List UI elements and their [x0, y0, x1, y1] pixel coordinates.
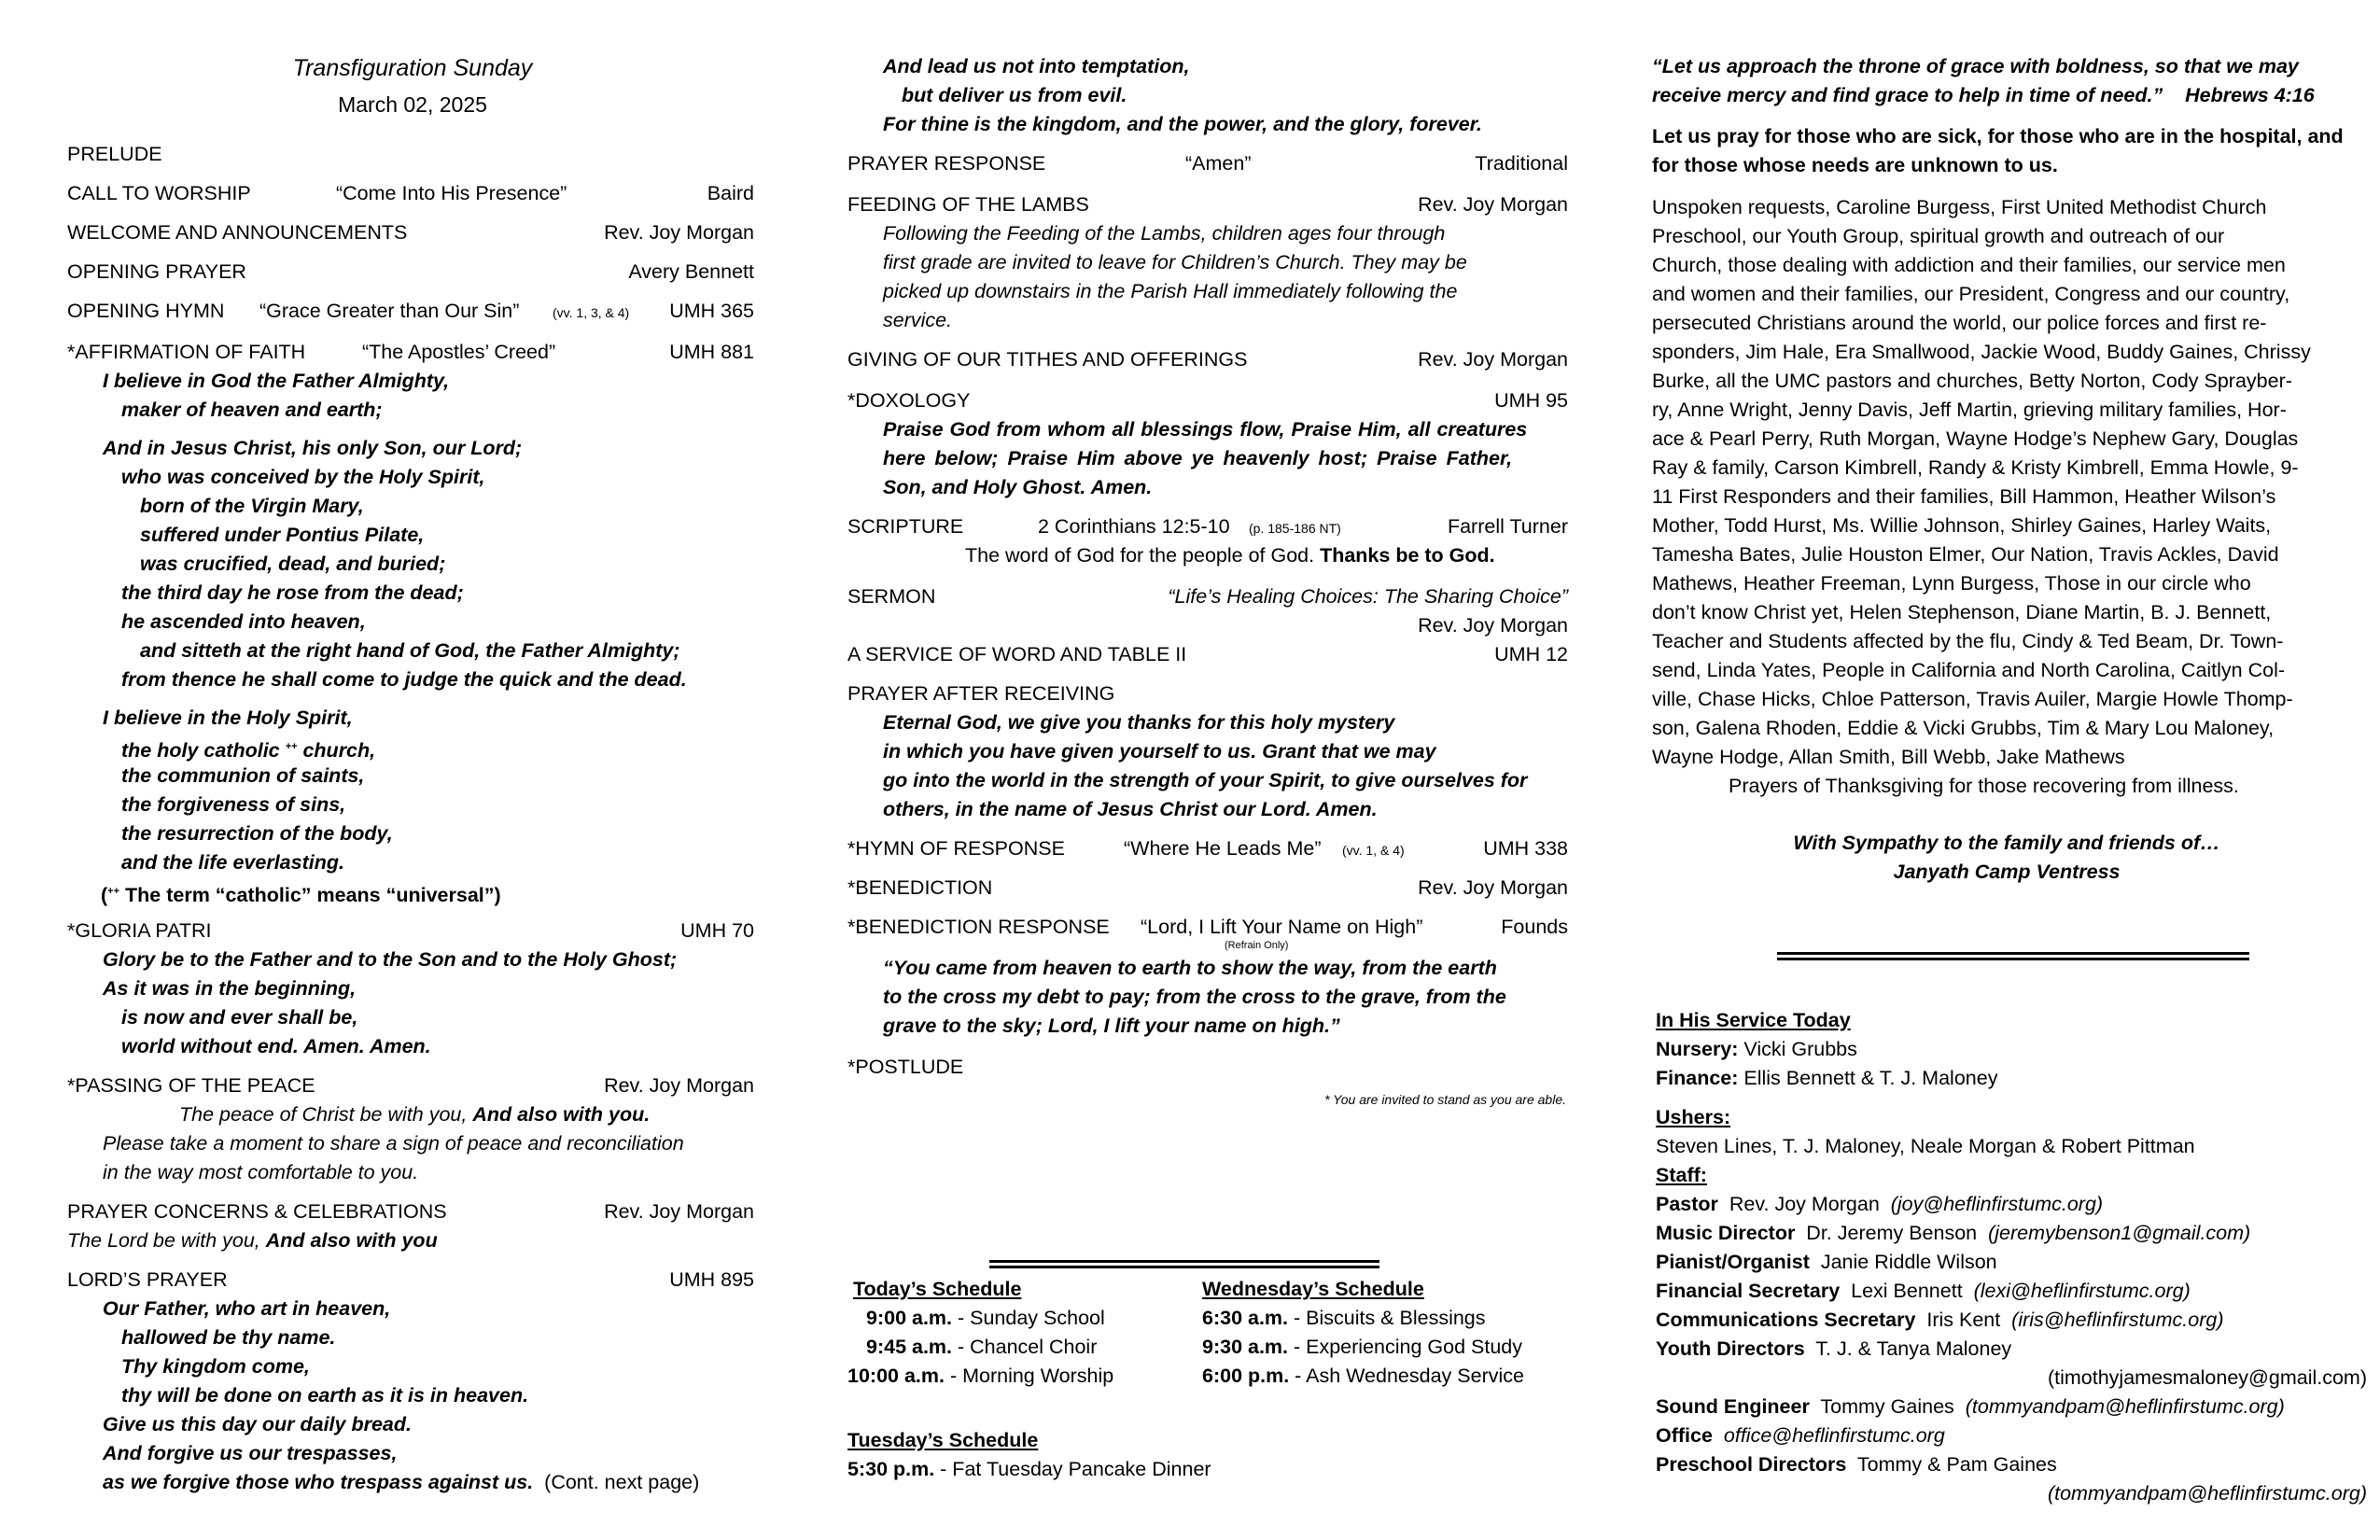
- item-leader: Rev. Joy Morgan: [1418, 348, 1568, 371]
- schedule-desc: - Ash Wednesday Service: [1289, 1365, 1524, 1387]
- staff-email: office@heflinfirstumc.org: [1723, 1424, 1945, 1447]
- continued-note: (Cont. next page): [544, 1471, 700, 1493]
- item-hymn-response: [847, 834, 1572, 863]
- prayer-request-line: and women and their families, our President, Congress and our country,: [1652, 283, 2290, 305]
- item-label: PRAYER CONCERNS & CELEBRATIONS: [67, 1200, 447, 1223]
- schedule-divider: [989, 1260, 1379, 1268]
- item-label: SERMON: [847, 585, 936, 608]
- gloria-line: is now and ever shall be,: [121, 1006, 358, 1029]
- feeding-line: Following the Feeding of the Lambs, children ages four through: [883, 222, 1446, 245]
- ushers-heading: Ushers:: [1656, 1106, 1731, 1128]
- item-affirmation: [67, 338, 758, 367]
- item-label: *GLORIA PATRI: [67, 919, 212, 942]
- item-call-to-worship: [67, 179, 758, 208]
- after-line: Eternal God, we give you thanks for this holy mystery: [883, 711, 1395, 734]
- item-leader: Rev. Joy Morgan: [1418, 614, 1568, 637]
- sermon-title: “Life’s Healing Choices: The Sharing Choice”: [1168, 585, 1568, 608]
- feeding-line: service.: [883, 309, 953, 331]
- column-prayers-and-staff: [1652, 0, 2371, 1540]
- staff-role: Financial Secretary: [1656, 1280, 1841, 1302]
- lords-line: thy will be done on earth as it is in heaven.: [121, 1384, 529, 1407]
- staff-row: [1656, 1248, 1997, 1277]
- doxology-line: here below; Praise Him above ye heavenly host; Praise Father,: [883, 447, 1513, 469]
- ushers-names: Steven Lines, T. J. Maloney, Neale Morgan & Robert Pittman: [1656, 1135, 2195, 1157]
- item-title: “The Apostles’ Creed”: [362, 341, 556, 363]
- creed-line: he ascended into heaven,: [121, 610, 366, 633]
- concerns-response: [67, 1226, 438, 1255]
- lords-line: Give us this day our daily bread.: [103, 1413, 412, 1435]
- item-welcome: [67, 218, 758, 247]
- creed-line: suffered under Pontius Pilate,: [140, 524, 425, 546]
- feeding-line: first grade are invited to leave for Children’s Church. They may be: [883, 251, 1467, 273]
- lords-line: but deliver us from evil.: [902, 84, 1127, 106]
- item-label: WELCOME AND ANNOUNCEMENTS: [67, 221, 408, 244]
- item-verses: (vv. 1, 3, & 4): [553, 305, 630, 320]
- item-hymn-number: UMH 12: [1494, 643, 1568, 665]
- sympathy-line: Janyath Camp Ventress: [1893, 861, 2121, 883]
- prayer-request-line: Burke, all the UMC pastors and churches, Betty Norton, Cody Sprayber-: [1652, 370, 2292, 392]
- item-label: GIVING OF OUR TITHES AND OFFERINGS: [847, 348, 1248, 371]
- refrain-note: (Refrain Only): [1225, 940, 1289, 951]
- wednesday-item: [1202, 1362, 1524, 1391]
- lords-line: And forgive us our trespasses,: [103, 1442, 398, 1464]
- prayer-request-line: don’t know Christ yet, Helen Stephenson, Diane Martin, B. J. Bennett,: [1652, 601, 2272, 623]
- staff-role: Sound Engineer: [1656, 1395, 1810, 1418]
- item-title: 2 Corinthians 12:5-10: [1038, 515, 1230, 538]
- after-line: others, in the name of Jesus Christ our Lord. Amen.: [883, 798, 1378, 820]
- item-prayer-response: [847, 149, 1572, 178]
- item-passing-peace: [67, 1071, 758, 1100]
- service-title: Transfiguration Sunday: [292, 55, 533, 81]
- scripture-answer: Thanks be to God.: [1320, 544, 1495, 567]
- lords-text: as we forgive those who trespass against us.: [103, 1471, 534, 1493]
- staff-name: Iris Kent: [1915, 1309, 2012, 1331]
- schedule-time: 5:30 p.m.: [847, 1458, 935, 1480]
- creed-line: maker of heaven and earth;: [121, 399, 383, 421]
- item-opening-prayer: [67, 258, 758, 287]
- creed-footnote: [101, 877, 501, 910]
- schedule-time: 10:00 a.m.: [847, 1365, 945, 1387]
- staff-name: Rev. Joy Morgan: [1717, 1193, 1891, 1215]
- wednesday-schedule-heading: Wednesday’s Schedule: [1202, 1278, 1424, 1300]
- prayer-request-line: Mathews, Heather Freeman, Lynn Burgess, Those in our circle who: [1652, 572, 2251, 595]
- prayer-request-line: Wayne Hodge, Allan Smith, Bill Webb, Jake Mathews: [1652, 746, 2125, 768]
- preschool-email: (tommyandpam@heflinfirstumc.org): [2047, 1482, 2367, 1505]
- creed-line: born of the Virgin Mary,: [140, 495, 364, 517]
- staff-row: [1656, 1450, 2057, 1479]
- today-item: [847, 1362, 1113, 1391]
- prayer-request-line: sponders, Jim Hale, Era Smallwood, Jackie Wood, Buddy Gaines, Chrissy: [1652, 341, 2311, 363]
- prayer-request-line: ace & Pearl Perry, Ruth Morgan, Wayne Hodge’s Nephew Gary, Douglas: [1652, 427, 2299, 450]
- prayer-request-line: Tamesha Bates, Julie Houston Elmer, Our Nation, Travis Ackles, David: [1652, 543, 2279, 566]
- item-word-and-table: [847, 640, 1572, 669]
- prayer-request-line: persecuted Christians around the world, our police forces and first re-: [1652, 312, 2267, 334]
- item-leader: Founds: [1501, 916, 1568, 938]
- item-benediction: [847, 874, 1572, 903]
- schedule-desc: - Sunday School: [952, 1307, 1105, 1329]
- lords-line-last: [103, 1468, 699, 1497]
- creed-text: church,: [302, 739, 376, 763]
- wednesday-item: [1202, 1333, 1522, 1362]
- youth-email: (timothyjamesmaloney@gmail.com): [2047, 1366, 2367, 1389]
- nursery-line: [1656, 1035, 1857, 1064]
- item-leader: Rev. Joy Morgan: [604, 1200, 754, 1223]
- item-reader: Farrell Turner: [1447, 515, 1568, 538]
- creed-line: I believe in the Holy Spirit,: [103, 707, 353, 729]
- item-prelude: [67, 140, 758, 169]
- staff-role: Office: [1656, 1424, 1713, 1447]
- staff-email: (jeremybenson1@gmail.com): [1988, 1222, 2251, 1244]
- staff-email: (iris@heflinfirstumc.org): [2011, 1309, 2224, 1331]
- prayer-request-line: Teacher and Students affected by the flu, Cindy & Ted Beam, Dr. Town-: [1652, 630, 2284, 652]
- lords-line: Our Father, who art in heaven,: [103, 1297, 391, 1320]
- concerns-answer: And also with you: [265, 1229, 438, 1252]
- item-postlude: [847, 1053, 1572, 1082]
- item-leader: Rev. Joy Morgan: [1418, 193, 1568, 216]
- item-title: “Grace Greater than Our Sin”: [259, 300, 520, 322]
- schedule-time: 9:00 a.m.: [866, 1307, 953, 1329]
- finance-line: [1656, 1064, 1997, 1093]
- creed-line: and the life everlasting.: [121, 851, 344, 874]
- item-hymn-number: UMH 70: [680, 919, 754, 942]
- service-today-heading: In His Service Today: [1656, 1009, 1851, 1031]
- lords-line: For thine is the kingdom, and the power, and the glory, forever.: [883, 113, 1482, 135]
- prayer-intro-line: for those whose needs are unknown to us.: [1652, 154, 2058, 176]
- creed-line: I believe in God the Father Almighty,: [103, 370, 450, 392]
- peace-line: Please take a moment to share a sign of peace and reconciliation: [103, 1132, 684, 1155]
- staff-role: Music Director: [1656, 1222, 1796, 1244]
- schedule-time: 6:00 p.m.: [1202, 1365, 1290, 1387]
- item-leader: Avery Bennett: [628, 260, 754, 283]
- finance-names: Ellis Bennett & T. J. Maloney: [1738, 1067, 1998, 1089]
- column-order-of-worship-2: [847, 0, 1572, 1540]
- item-label: *AFFIRMATION OF FAITH: [67, 341, 306, 363]
- staff-row: [1656, 1219, 2250, 1248]
- staff-email: (tommyandpam@heflinfirstumc.org): [1965, 1395, 2285, 1418]
- lords-line: hallowed be thy name.: [121, 1326, 336, 1349]
- creed-line: who was conceived by the Holy Spirit,: [121, 466, 485, 488]
- thanksgiving-note: Prayers of Thanksgiving for those recovering from illness.: [1729, 775, 2239, 797]
- prayer-intro-line: Let us pray for those who are sick, for those who are in the hospital, and: [1652, 125, 2344, 147]
- prayer-request-line: son, Galena Rhoden, Eddie & Vicki Grubbs, Tim & Mary Lou Maloney,: [1652, 717, 2275, 739]
- schedule-desc: - Fat Tuesday Pancake Dinner: [934, 1458, 1211, 1480]
- item-leader: Baird: [707, 182, 754, 204]
- peace-line: in the way most comfortable to you.: [103, 1161, 419, 1183]
- staff-name: [1713, 1424, 1724, 1447]
- creed-line: the communion of saints,: [121, 764, 365, 787]
- staff-name: Tommy & Pam Gaines: [1846, 1453, 2057, 1476]
- prayer-request-line: Mother, Todd Hurst, Ms. Willie Johnson, Shirley Gaines, Harley Waits,: [1652, 514, 2272, 537]
- after-line: go into the world in the strength of your Spirit, to give ourselves for: [883, 769, 1528, 791]
- footnote-paren: (: [101, 884, 108, 907]
- item-hymn-number: UMH 895: [669, 1268, 754, 1291]
- staff-heading: Staff:: [1656, 1164, 1707, 1186]
- item-label: *BENEDICTION RESPONSE: [847, 916, 1110, 938]
- item-sermon-preacher: [847, 611, 1572, 640]
- item-opening-hymn: [67, 297, 758, 326]
- prayer-request-line: Ray & family, Carson Kimbrell, Randy & Kristy Kimbrell, Emma Howle, 9-: [1652, 456, 2299, 479]
- footnote-text: The term “catholic” means “universal”): [125, 884, 501, 907]
- staff-row: [1656, 1277, 2191, 1306]
- staff-role: Communications Secretary: [1656, 1309, 1916, 1331]
- scripture-quote-line: [1652, 81, 2315, 110]
- staff-row: [1656, 1335, 2011, 1364]
- benediction-line: “You came from heaven to earth to show the way, from the earth: [883, 957, 1497, 979]
- item-leader: Rev. Joy Morgan: [1418, 876, 1568, 899]
- item-feeding-lambs: [847, 190, 1572, 219]
- schedule-time: 6:30 a.m.: [1202, 1307, 1289, 1329]
- service-date: March 02, 2025: [338, 92, 487, 117]
- item-leader: Rev. Joy Morgan: [604, 1074, 754, 1097]
- scripture-response: [965, 541, 1495, 570]
- item-verses: (vv. 1, & 4): [1342, 843, 1405, 858]
- item-tithes: [847, 345, 1572, 374]
- schedule-time: 9:45 a.m.: [866, 1336, 953, 1358]
- scripture-quote-line: “Let us approach the throne of grace with boldness, so that we may: [1652, 55, 2299, 77]
- gloria-line: Glory be to the Father and to the Son and to the Holy Ghost;: [103, 948, 678, 971]
- tuesday-item: [847, 1455, 1211, 1484]
- prayer-request-line: Preschool, our Youth Group, spiritual growth and outreach of our: [1652, 225, 2225, 247]
- staff-row: [1656, 1190, 2103, 1219]
- lords-line: Thy kingdom come,: [121, 1355, 310, 1378]
- prayer-request-line: Church, those dealing with addiction and their families, our service men: [1652, 254, 2286, 276]
- creed-line: [121, 733, 375, 765]
- item-hymn-number: UMH 881: [669, 341, 754, 363]
- item-label: PRELUDE: [67, 143, 162, 165]
- after-line: in which you have given yourself to us. Grant that we may: [883, 740, 1436, 763]
- item-title: “Come Into His Presence”: [336, 182, 567, 204]
- staff-email: (lexi@heflinfirstumc.org): [1973, 1280, 2191, 1302]
- item-scripture: [847, 512, 1572, 541]
- item-label: *POSTLUDE: [847, 1056, 964, 1078]
- quote-text: receive mercy and find grace to help in time of need.”: [1652, 84, 2163, 106]
- item-label: *HYMN OF RESPONSE: [847, 837, 1065, 860]
- staff-row: [1656, 1393, 2285, 1421]
- staff-name: Lexi Bennett: [1840, 1280, 1974, 1302]
- staff-role: Youth Directors: [1656, 1337, 1805, 1360]
- item-sermon: [847, 582, 1572, 611]
- wednesday-item: [1202, 1304, 1486, 1333]
- staff-name: Dr. Jeremy Benson: [1795, 1222, 1989, 1244]
- item-benediction-response: [847, 913, 1572, 942]
- item-label: A SERVICE OF WORD AND TABLE II: [847, 643, 1187, 665]
- nursery-names: Vicki Grubbs: [1738, 1038, 1857, 1060]
- today-item: [866, 1333, 1097, 1362]
- staff-name: T. J. & Tanya Maloney: [1804, 1337, 2012, 1360]
- staff-role: Pastor: [1656, 1193, 1718, 1215]
- staff-row: [1656, 1306, 2223, 1335]
- quote-reference: Hebrews 4:16: [2185, 84, 2315, 106]
- staff-role: Pianist/Organist: [1656, 1251, 1810, 1273]
- item-label: *DOXOLOGY: [847, 389, 971, 412]
- gloria-line: As it was in the beginning,: [103, 977, 357, 1000]
- item-lords-prayer: [67, 1266, 758, 1295]
- benediction-line: grave to the sky; Lord, I lift your name on high.”: [883, 1015, 1340, 1037]
- schedule-desc: - Experiencing God Study: [1288, 1336, 1522, 1358]
- item-label: *BENEDICTION: [847, 876, 993, 899]
- tuesday-schedule-heading: Tuesday’s Schedule: [847, 1429, 1039, 1451]
- creed-line: the resurrection of the body,: [121, 822, 393, 845]
- item-label: CALL TO WORSHIP: [67, 182, 251, 204]
- prayer-request-line: Unspoken requests, Caroline Burgess, First United Methodist Church: [1652, 196, 2267, 218]
- item-label: PRAYER RESPONSE: [847, 152, 1046, 175]
- item-label: OPENING HYMN: [67, 300, 225, 322]
- item-title: “Where He Leads Me”: [1124, 837, 1322, 860]
- staff-role: Preschool Directors: [1656, 1453, 1847, 1476]
- staff-email: (joy@heflinfirstumc.org): [1890, 1193, 2104, 1215]
- prayer-request-line: 11 First Responders and their families, Bill Hammon, Heather Wilson’s: [1652, 485, 2276, 508]
- item-label: *PASSING OF THE PEACE: [67, 1074, 315, 1097]
- concerns-call: The Lord be with you,: [67, 1229, 260, 1252]
- creed-line: from thence he shall come to judge the quick and the dead.: [121, 668, 687, 691]
- prayer-request-line: ry, Anne Wright, Jenny Davis, Jeff Martin, grieving military families, Hor-: [1652, 399, 2287, 421]
- item-prayer-after: [847, 679, 1572, 708]
- item-hymn-number: UMH 95: [1494, 389, 1568, 412]
- item-hymn-number: UMH 338: [1483, 837, 1568, 860]
- peace-response: [179, 1100, 650, 1129]
- item-pages: (p. 185-186 NT): [1249, 521, 1341, 536]
- item-leader: Traditional: [1475, 152, 1568, 175]
- item-label: SCRIPTURE: [847, 515, 964, 538]
- lords-line: And lead us not into temptation,: [883, 55, 1190, 77]
- benediction-line: to the cross my debt to pay; from the cross to the grave, from the: [883, 986, 1506, 1008]
- prayer-request-line: send, Linda Yates, People in California and North Carolina, Caitlyn Col-: [1652, 659, 2286, 681]
- item-title: “Amen”: [1185, 152, 1252, 175]
- item-label: FEEDING OF THE LAMBS: [847, 193, 1089, 216]
- finance-label: Finance:: [1656, 1067, 1739, 1089]
- doxology-line: Son, and Holy Ghost. Amen.: [883, 476, 1153, 498]
- item-label: PRAYER AFTER RECEIVING: [847, 682, 1115, 705]
- stand-note: * You are invited to stand as you are able.: [1324, 1092, 1566, 1107]
- item-label: LORD’S PRAYER: [67, 1268, 228, 1291]
- column-order-of-worship-1: [67, 0, 758, 1540]
- creed-text: the holy catholic: [121, 739, 280, 763]
- creed-line: was crucified, dead, and buried;: [140, 553, 446, 575]
- creed-line: the forgiveness of sins,: [121, 793, 346, 816]
- item-doxology: [847, 386, 1572, 415]
- staff-divider: [1777, 952, 2249, 960]
- sympathy-line: With Sympathy to the family and friends of…: [1793, 832, 2220, 854]
- scripture-call: The word of God for the people of God.: [965, 544, 1315, 567]
- feeding-line: picked up downstairs in the Parish Hall immediately following the: [883, 280, 1458, 302]
- item-label: OPENING PRAYER: [67, 260, 246, 283]
- prayer-request-line: ville, Chase Hicks, Chloe Patterson, Travis Auiler, Margie Howle Thomp-: [1652, 688, 2293, 710]
- staff-name: Tommy Gaines: [1809, 1395, 1966, 1418]
- creed-line: the third day he rose from the dead;: [121, 581, 464, 604]
- creed-line: And in Jesus Christ, his only Son, our Lord;: [103, 437, 523, 459]
- schedule-desc: - Chancel Choir: [952, 1336, 1098, 1358]
- item-leader: Rev. Joy Morgan: [604, 221, 754, 244]
- schedule-desc: - Morning Worship: [944, 1365, 1114, 1387]
- staff-name: Janie Riddle Wilson: [1809, 1251, 1997, 1273]
- doxology-line: Praise God from whom all blessings flow, Praise Him, all creatures: [883, 418, 1528, 441]
- item-title: “Lord, I Lift Your Name on High”: [1141, 916, 1423, 938]
- peace-call: The peace of Christ be with you,: [179, 1103, 468, 1126]
- peace-answer: And also with you.: [472, 1103, 651, 1126]
- schedule-time: 9:30 a.m.: [1202, 1336, 1289, 1358]
- nursery-label: Nursery:: [1656, 1038, 1739, 1060]
- item-hymn-number: UMH 365: [669, 300, 754, 322]
- staff-row: [1656, 1421, 1945, 1450]
- item-gloria-patri: [67, 917, 758, 945]
- today-item: [866, 1304, 1105, 1333]
- creed-line: and sitteth at the right hand of God, the Father Almighty;: [140, 639, 680, 662]
- gloria-line: world without end. Amen. Amen.: [121, 1035, 431, 1057]
- footnote-mark: ++: [285, 741, 298, 752]
- schedule-desc: - Biscuits & Blessings: [1288, 1307, 1486, 1329]
- item-prayer-concerns: [67, 1197, 758, 1226]
- footnote-mark: ++: [107, 886, 120, 897]
- today-schedule-heading: Today’s Schedule: [853, 1278, 1022, 1300]
